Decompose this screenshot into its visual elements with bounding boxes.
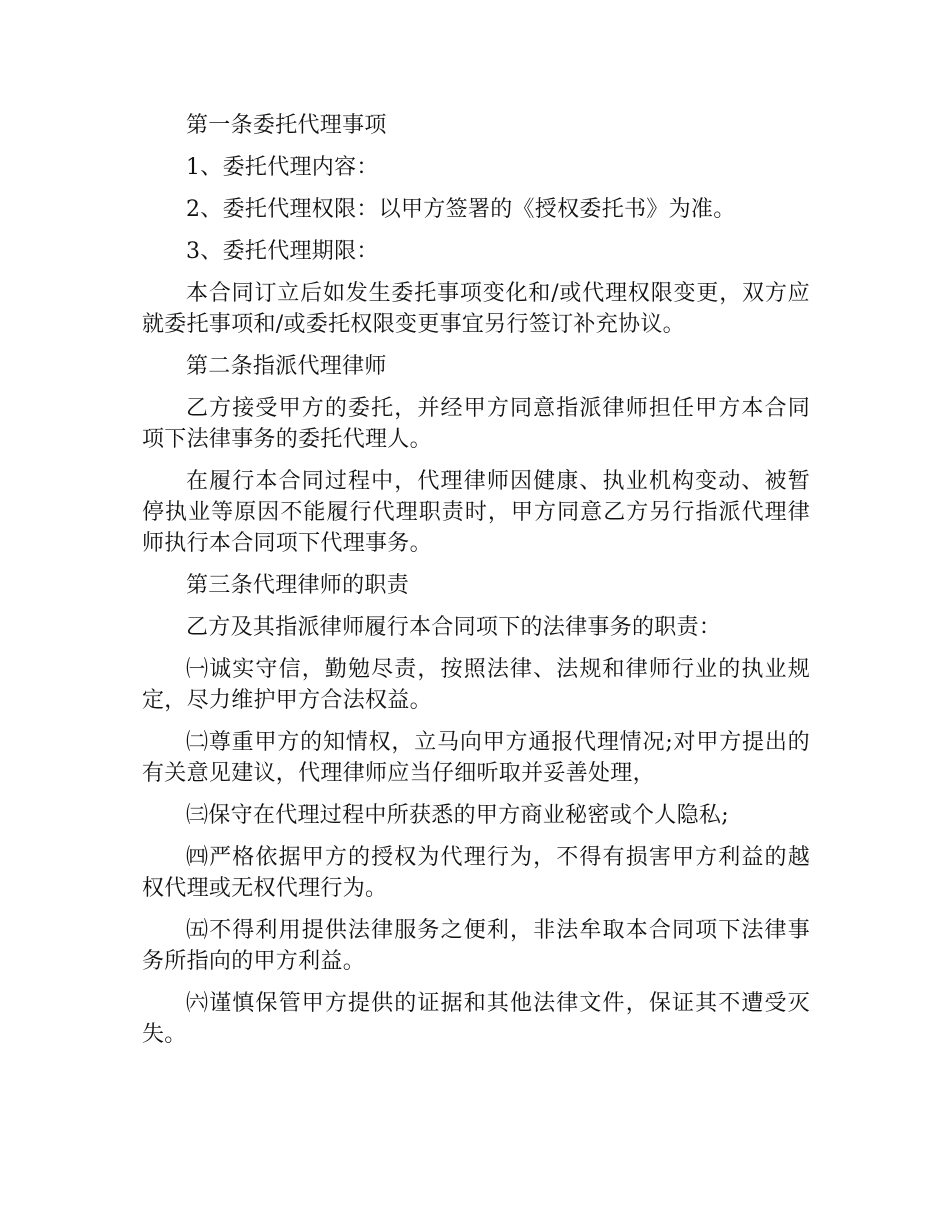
lawyer-replacement-paragraph: 在履行本合同过程中，代理律师因健康、执业机构变动、被暂停执业等原因不能履行代理职责时，甲方同意乙方另行指派代理律师执行本合同项下代理事务。 (142, 469, 810, 556)
duty-item-1: ㈠诚实守信，勤勉尽责，按照法律、法规和律师行业的执业规定，尽力维护甲方合法权益。 (142, 657, 810, 713)
duty-item-5: ㈤不得利用提供法律服务之便利，非法牟取本合同项下法律事务所指向的甲方利益。 (142, 918, 810, 974)
supplementary-agreement-paragraph: 本合同订立后如发生委托事项变化和/或代理权限变更，双方应就委托事项和/或委托权限变更事宜另行签订补充协议。 (142, 281, 810, 337)
duty-item-3: ㈢保守在代理过程中所获悉的甲方商业秘密或个人隐私; (186, 803, 729, 828)
article-1-heading: 第一条委托代理事项 (186, 113, 387, 138)
duty-item-2: ㈡尊重甲方的知情权，立马向甲方通报代理情况;对甲方提出的有关意见建议，代理律师应当仔细听取并妥善处理， (142, 730, 810, 786)
article-2-heading: 第二条指派代理律师 (186, 354, 387, 379)
article-3-heading: 第三条代理律师的职责 (186, 573, 410, 598)
delegation-content-item: 1、委托代理内容： (186, 155, 379, 180)
duty-item-6: ㈥谨慎保管甲方提供的证据和其他法律文件，保证其不遭受灭失。 (142, 991, 810, 1047)
lawyer-assignment-paragraph: 乙方接受甲方的委托，并经甲方同意指派律师担任甲方本合同项下法律事务的委托代理人。 (142, 396, 810, 452)
document-page (142, 110, 810, 1061)
delegation-authority-item: 2、委托代理权限：以甲方签署的《授权委托书》为准。 (186, 197, 736, 222)
duty-item-4: ㈣严格依据甲方的授权为代理行为，不得有损害甲方利益的越权代理或无权代理行为。 (142, 845, 810, 901)
delegation-term-item: 3、委托代理期限： (186, 239, 379, 264)
duties-intro-paragraph: 乙方及其指派律师履行本合同项下的法律事务的职责： (186, 615, 722, 640)
